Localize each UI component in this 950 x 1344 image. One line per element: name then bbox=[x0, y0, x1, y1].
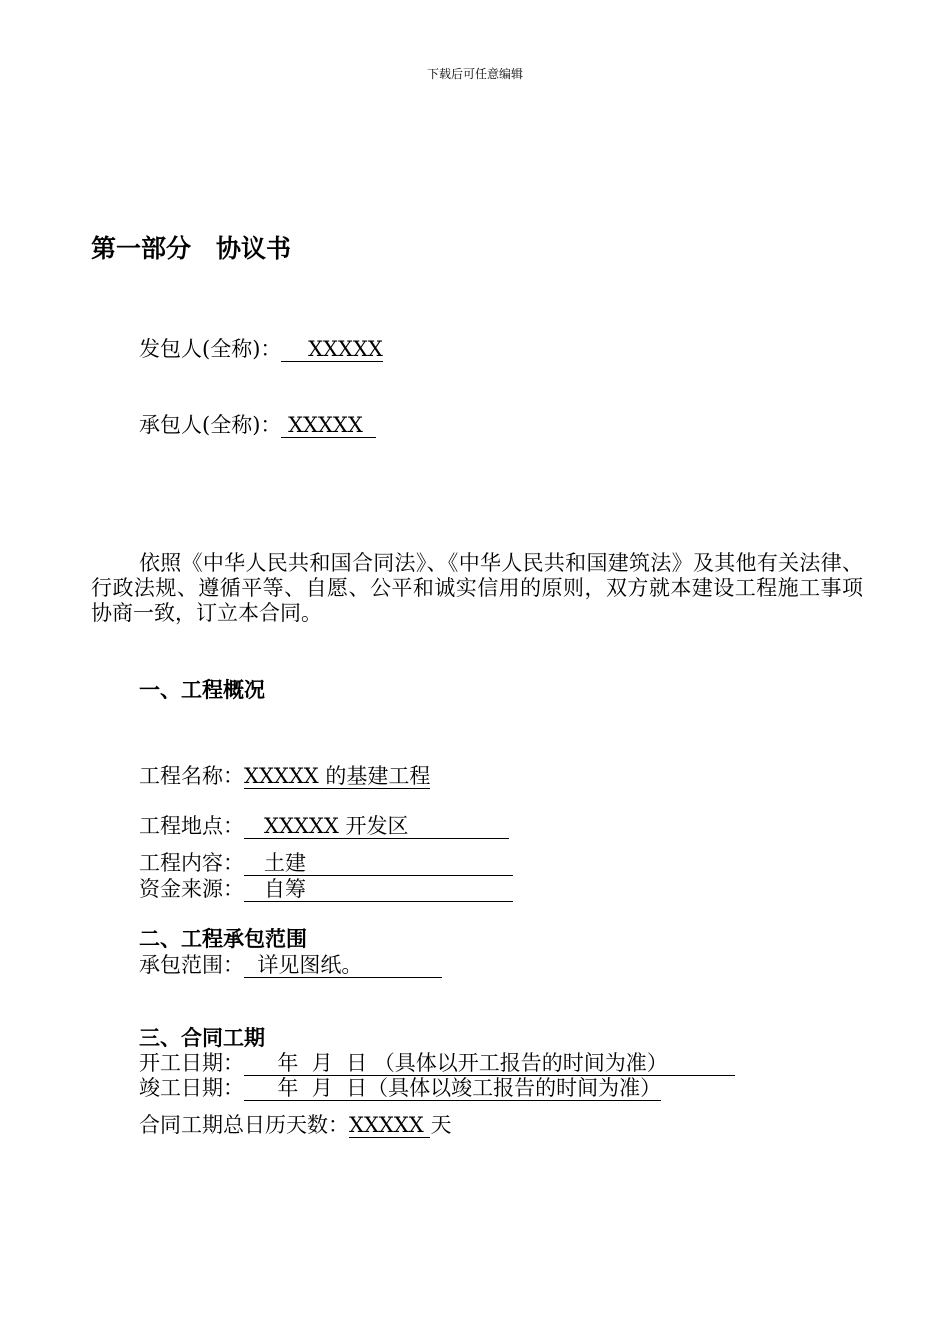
start-date-label: 开工日期： bbox=[139, 1051, 244, 1075]
project-name-line bbox=[139, 763, 430, 789]
completion-date-value: 年 月 日（具体以竣工报告的时间为准） bbox=[244, 1076, 662, 1100]
project-name-label: 工程名称： bbox=[139, 764, 244, 788]
project-content-line bbox=[139, 850, 513, 876]
total-days-unit: 天 bbox=[430, 1113, 452, 1137]
project-location-value: XXXXX 开发区 bbox=[244, 814, 509, 838]
employer-label: 发包人(全称)： bbox=[139, 337, 282, 361]
employer-line bbox=[139, 336, 383, 362]
employer-value: XXXXX bbox=[281, 337, 383, 361]
section-2-title: 二、工程承包范围 bbox=[139, 927, 307, 951]
section-3-title: 三、合同工期 bbox=[139, 1026, 265, 1050]
scope-label: 承包范围： bbox=[139, 953, 244, 977]
funding-source-line bbox=[139, 876, 513, 902]
project-content-value: 土建 bbox=[244, 851, 513, 875]
project-location-label: 工程地点： bbox=[139, 814, 244, 838]
scope-value: 详见图纸。 bbox=[244, 953, 443, 977]
contractor-line bbox=[139, 412, 376, 438]
section-1-title: 一、工程概况 bbox=[139, 678, 265, 702]
total-days-line bbox=[139, 1112, 451, 1138]
total-days-value: XXXXX bbox=[349, 1113, 431, 1137]
contractor-value: XXXXX bbox=[281, 413, 377, 437]
scope-line bbox=[139, 952, 442, 978]
contractor-label: 承包人(全称)： bbox=[139, 413, 282, 437]
total-days-label: 合同工期总日历天数： bbox=[139, 1113, 349, 1137]
completion-date-line bbox=[139, 1075, 661, 1101]
start-date-line bbox=[139, 1050, 735, 1076]
project-name-value: XXXXX 的基建工程 bbox=[244, 764, 431, 788]
start-date-value: 年 月 日 （具体以开工报告的时间为准） bbox=[244, 1051, 735, 1075]
page-header-note: 下载后可任意编辑 bbox=[426, 67, 523, 81]
completion-date-label: 竣工日期： bbox=[139, 1076, 244, 1100]
intro-paragraph: 依照《中华人民共和国合同法》、《中华人民共和国建筑法》及其他有关法律、行政法规、遵循平等、自愿、公平和诚实信用的原则，双方就本建设工程施工事项协商一致，订立本合同。 bbox=[91, 551, 863, 625]
funding-source-value: 自筹 bbox=[244, 877, 513, 901]
project-content-label: 工程内容： bbox=[139, 851, 244, 875]
funding-source-label: 资金来源： bbox=[139, 877, 244, 901]
project-location-line bbox=[139, 813, 509, 839]
part-title: 第一部分 协议书 bbox=[91, 234, 292, 263]
